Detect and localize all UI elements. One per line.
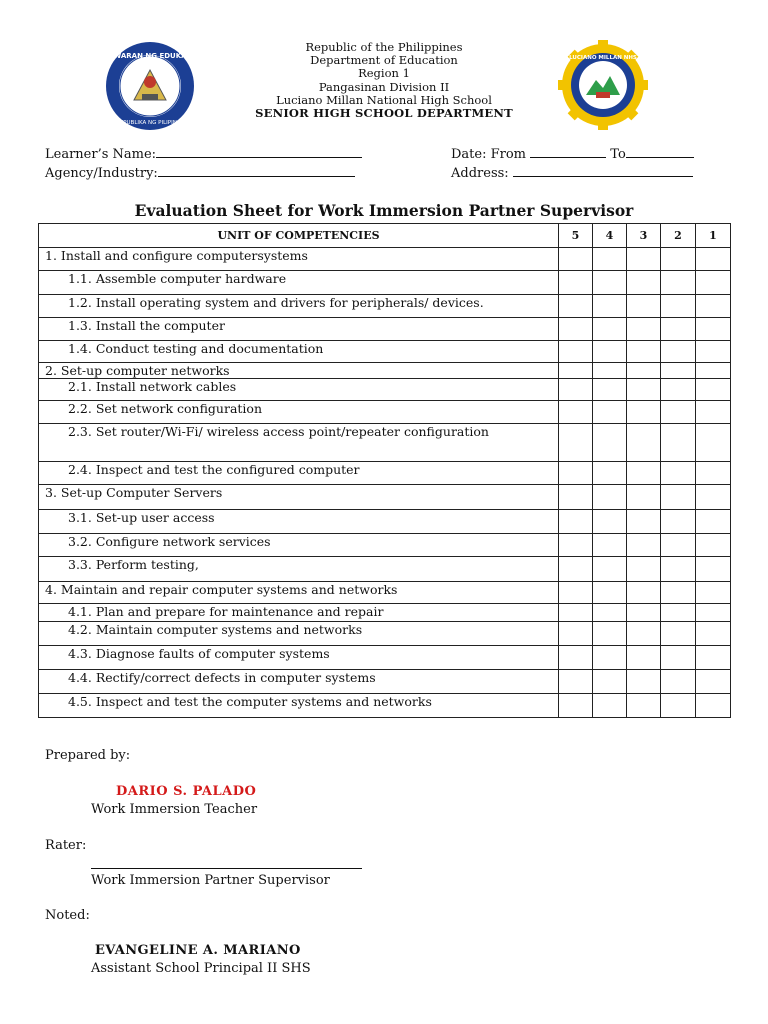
score-cell[interactable] bbox=[627, 582, 661, 604]
score-cell[interactable] bbox=[593, 295, 627, 318]
score-cell[interactable] bbox=[559, 622, 593, 646]
rater-signature-line[interactable] bbox=[91, 868, 362, 869]
score-cell[interactable] bbox=[593, 694, 627, 718]
score-cell[interactable] bbox=[696, 510, 731, 534]
score-cell[interactable] bbox=[627, 295, 661, 318]
date-field bbox=[451, 145, 694, 162]
competency-text: 4.3. Diagnose faults of computer systems bbox=[39, 646, 559, 670]
score-cell[interactable] bbox=[696, 401, 731, 424]
svg-text:KAGAWARAN NG EDUKASYON: KAGAWARAN NG EDUKASYON bbox=[91, 52, 209, 60]
score-cell[interactable] bbox=[559, 424, 593, 462]
score-cell[interactable] bbox=[593, 363, 627, 379]
score-cell[interactable] bbox=[661, 462, 696, 485]
score-cell[interactable] bbox=[661, 694, 696, 718]
rater-label: Rater: bbox=[45, 838, 87, 853]
score-cell[interactable] bbox=[627, 534, 661, 557]
score-cell[interactable] bbox=[627, 318, 661, 341]
table-row bbox=[39, 248, 731, 271]
score-cell[interactable] bbox=[661, 646, 696, 670]
score-cell[interactable] bbox=[593, 557, 627, 582]
learner-name-field bbox=[45, 145, 362, 162]
table-row bbox=[39, 363, 731, 379]
learner-name-label: Learner’s Name: bbox=[45, 147, 157, 162]
competency-text: 4. Maintain and repair computer systems and networks bbox=[39, 582, 559, 604]
score-cell[interactable] bbox=[661, 604, 696, 622]
table-row bbox=[39, 341, 731, 363]
score-cell[interactable] bbox=[661, 485, 696, 510]
agency-blank[interactable] bbox=[158, 164, 355, 177]
score-cell[interactable] bbox=[559, 646, 593, 670]
score-cell[interactable] bbox=[627, 271, 661, 295]
table-row bbox=[39, 604, 731, 622]
letterhead-line: Republic of the Philippines bbox=[305, 40, 463, 54]
address-field bbox=[451, 164, 693, 181]
table-row bbox=[39, 646, 731, 670]
letterhead bbox=[200, 41, 568, 120]
score-cell[interactable] bbox=[593, 341, 627, 363]
table-row bbox=[39, 485, 731, 510]
score-cell[interactable] bbox=[696, 462, 731, 485]
score-cell[interactable] bbox=[593, 646, 627, 670]
competency-text: 3.1. Set-up user access bbox=[39, 510, 559, 534]
score-cell[interactable] bbox=[559, 379, 593, 401]
score-cell[interactable] bbox=[627, 622, 661, 646]
table-row bbox=[39, 462, 731, 485]
competency-text: 3.2. Configure network services bbox=[39, 534, 559, 557]
date-from-blank[interactable] bbox=[530, 145, 606, 158]
score-cell[interactable] bbox=[559, 318, 593, 341]
competency-text: 2.2. Set network configuration bbox=[39, 401, 559, 424]
table-row bbox=[39, 424, 731, 462]
competency-text: 3.3. Perform testing, bbox=[39, 557, 559, 582]
score-cell[interactable] bbox=[627, 646, 661, 670]
score-cell[interactable] bbox=[559, 670, 593, 694]
table-row bbox=[39, 582, 731, 604]
score-cell[interactable] bbox=[661, 248, 696, 271]
score-cell[interactable] bbox=[696, 363, 731, 379]
score-cell[interactable] bbox=[559, 485, 593, 510]
score-cell[interactable] bbox=[593, 582, 627, 604]
score-cell[interactable] bbox=[696, 318, 731, 341]
table-row bbox=[39, 510, 731, 534]
address-label: Address: bbox=[451, 166, 509, 181]
score-cell[interactable] bbox=[593, 401, 627, 424]
score-cell[interactable] bbox=[593, 604, 627, 622]
competency-text: 1.2. Install operating system and drivers for peripherals/ devices. bbox=[39, 295, 559, 318]
score-cell[interactable] bbox=[696, 622, 731, 646]
competency-text: 1. Install and configure computersystems bbox=[39, 248, 559, 271]
table-row bbox=[39, 534, 731, 557]
score-cell[interactable] bbox=[661, 510, 696, 534]
score-cell[interactable] bbox=[593, 534, 627, 557]
score-cell[interactable] bbox=[559, 295, 593, 318]
score-cell[interactable] bbox=[593, 318, 627, 341]
table-row bbox=[39, 295, 731, 318]
competency-column-header: UNIT OF COMPETENCIES bbox=[39, 224, 559, 248]
score-cell[interactable] bbox=[661, 534, 696, 557]
score-header: 1 bbox=[696, 224, 731, 248]
principal-name: EVANGELINE A. MARIANO bbox=[95, 943, 301, 958]
score-cell[interactable] bbox=[696, 604, 731, 622]
score-cell[interactable] bbox=[559, 557, 593, 582]
table-row bbox=[39, 271, 731, 295]
score-cell[interactable] bbox=[661, 379, 696, 401]
teacher-title: Work Immersion Teacher bbox=[91, 802, 258, 817]
date-from-label: Date: From bbox=[451, 147, 526, 162]
score-cell[interactable] bbox=[627, 379, 661, 401]
competency-text: 1.1. Assemble computer hardware bbox=[39, 271, 559, 295]
score-cell[interactable] bbox=[696, 646, 731, 670]
score-cell[interactable] bbox=[661, 557, 696, 582]
score-cell[interactable] bbox=[559, 363, 593, 379]
score-cell[interactable] bbox=[696, 271, 731, 295]
score-cell[interactable] bbox=[559, 510, 593, 534]
score-cell[interactable] bbox=[593, 424, 627, 462]
score-cell[interactable] bbox=[627, 341, 661, 363]
date-to-blank[interactable] bbox=[626, 145, 694, 158]
competency-text: 4.2. Maintain computer systems and networks bbox=[39, 622, 559, 646]
score-cell[interactable] bbox=[661, 670, 696, 694]
score-cell[interactable] bbox=[627, 670, 661, 694]
competency-text: 3. Set-up Computer Servers bbox=[39, 485, 559, 510]
score-cell[interactable] bbox=[696, 582, 731, 604]
score-cell[interactable] bbox=[696, 248, 731, 271]
table-header-row bbox=[39, 224, 731, 248]
score-cell[interactable] bbox=[696, 424, 731, 462]
learner-name-blank[interactable] bbox=[156, 145, 362, 158]
score-header: 3 bbox=[627, 224, 661, 248]
agency-label: Agency/Industry: bbox=[45, 166, 158, 181]
table-row bbox=[39, 379, 731, 401]
score-header: 5 bbox=[559, 224, 593, 248]
competency-text: 1.3. Install the computer bbox=[39, 318, 559, 341]
score-cell[interactable] bbox=[559, 248, 593, 271]
noted-label: Noted: bbox=[45, 908, 90, 923]
teacher-name: DARIO S. PALADO bbox=[116, 784, 257, 799]
competency-text: 2.4. Inspect and test the configured computer bbox=[39, 462, 559, 485]
score-cell[interactable] bbox=[661, 582, 696, 604]
score-cell[interactable] bbox=[661, 401, 696, 424]
table-row bbox=[39, 622, 731, 646]
score-cell[interactable] bbox=[559, 401, 593, 424]
score-cell[interactable] bbox=[593, 622, 627, 646]
score-cell[interactable] bbox=[559, 271, 593, 295]
score-cell[interactable] bbox=[627, 557, 661, 582]
letterhead-line: Pangasinan Division II bbox=[318, 79, 450, 94]
score-cell[interactable] bbox=[593, 248, 627, 271]
score-cell[interactable] bbox=[593, 485, 627, 510]
competency-text: 4.1. Plan and prepare for maintenance and repair bbox=[39, 604, 559, 622]
competency-table bbox=[38, 223, 731, 718]
score-cell[interactable] bbox=[661, 424, 696, 462]
score-cell[interactable] bbox=[696, 534, 731, 557]
competency-text: 4.5. Inspect and test the computer systems and networks bbox=[39, 694, 559, 718]
department-name: SENIOR HIGH SCHOOL DEPARTMENT bbox=[255, 106, 513, 121]
score-cell[interactable] bbox=[627, 401, 661, 424]
competency-text: 1.4. Conduct testing and documentation bbox=[39, 341, 559, 363]
score-cell[interactable] bbox=[627, 363, 661, 379]
table-row bbox=[39, 557, 731, 582]
score-cell[interactable] bbox=[627, 604, 661, 622]
score-cell[interactable] bbox=[559, 582, 593, 604]
competency-rows bbox=[39, 248, 731, 718]
score-cell[interactable] bbox=[627, 485, 661, 510]
table-row bbox=[39, 670, 731, 694]
score-header: 4 bbox=[593, 224, 627, 248]
school-seal-logo bbox=[558, 40, 648, 130]
score-cell[interactable] bbox=[661, 363, 696, 379]
table-row bbox=[39, 318, 731, 341]
score-cell[interactable] bbox=[627, 462, 661, 485]
score-cell[interactable] bbox=[696, 341, 731, 363]
svg-text:LUCIANO MILLAN NHS: LUCIANO MILLAN NHS bbox=[569, 55, 637, 61]
score-cell[interactable] bbox=[661, 271, 696, 295]
score-cell[interactable] bbox=[696, 694, 731, 718]
competency-text: 2.1. Install network cables bbox=[39, 379, 559, 401]
score-cell[interactable] bbox=[696, 485, 731, 510]
competency-text: 2.3. Set router/Wi-Fi/ wireless access point/repeater configuration bbox=[39, 424, 559, 462]
score-cell[interactable] bbox=[593, 510, 627, 534]
svg-text:REPUBLIKA NG PILIPINAS: REPUBLIKA NG PILIPINAS bbox=[115, 120, 185, 126]
rater-title: Work Immersion Partner Supervisor bbox=[91, 873, 330, 888]
score-cell[interactable] bbox=[559, 462, 593, 485]
score-cell[interactable] bbox=[627, 510, 661, 534]
score-cell[interactable] bbox=[627, 694, 661, 718]
score-cell[interactable] bbox=[593, 271, 627, 295]
letterhead-line: Region 1 bbox=[358, 66, 410, 81]
score-header: 2 bbox=[661, 224, 696, 248]
deped-seal-logo bbox=[91, 40, 209, 132]
agency-field bbox=[45, 164, 355, 181]
address-blank[interactable] bbox=[513, 164, 693, 177]
score-cell[interactable] bbox=[661, 295, 696, 318]
score-cell[interactable] bbox=[696, 557, 731, 582]
score-cell[interactable] bbox=[593, 379, 627, 401]
score-cell[interactable] bbox=[627, 248, 661, 271]
principal-title: Assistant School Principal II SHS bbox=[91, 961, 311, 976]
date-to-label: To bbox=[610, 147, 626, 162]
score-cell[interactable] bbox=[627, 424, 661, 462]
score-cell[interactable] bbox=[559, 341, 593, 363]
competency-text: 4.4. Rectify/correct defects in computer systems bbox=[39, 670, 559, 694]
score-cell[interactable] bbox=[661, 318, 696, 341]
score-cell[interactable] bbox=[661, 622, 696, 646]
score-cell[interactable] bbox=[696, 295, 731, 318]
score-cell[interactable] bbox=[696, 670, 731, 694]
score-cell[interactable] bbox=[559, 604, 593, 622]
table-row bbox=[39, 694, 731, 718]
prepared-by-label: Prepared by: bbox=[45, 748, 131, 763]
score-cell[interactable] bbox=[559, 694, 593, 718]
form-title: Evaluation Sheet for Work Immersion Partner Supervisor bbox=[134, 201, 634, 220]
letterhead-line: Department of Education bbox=[310, 53, 458, 68]
score-cell[interactable] bbox=[696, 379, 731, 401]
score-cell[interactable] bbox=[559, 534, 593, 557]
letterhead-line: Luciano Millan National High School bbox=[276, 92, 492, 107]
score-cell[interactable] bbox=[661, 341, 696, 363]
score-cell[interactable] bbox=[593, 462, 627, 485]
table-row bbox=[39, 401, 731, 424]
score-cell[interactable] bbox=[593, 670, 627, 694]
competency-text: 2. Set-up computer networks bbox=[39, 363, 559, 379]
